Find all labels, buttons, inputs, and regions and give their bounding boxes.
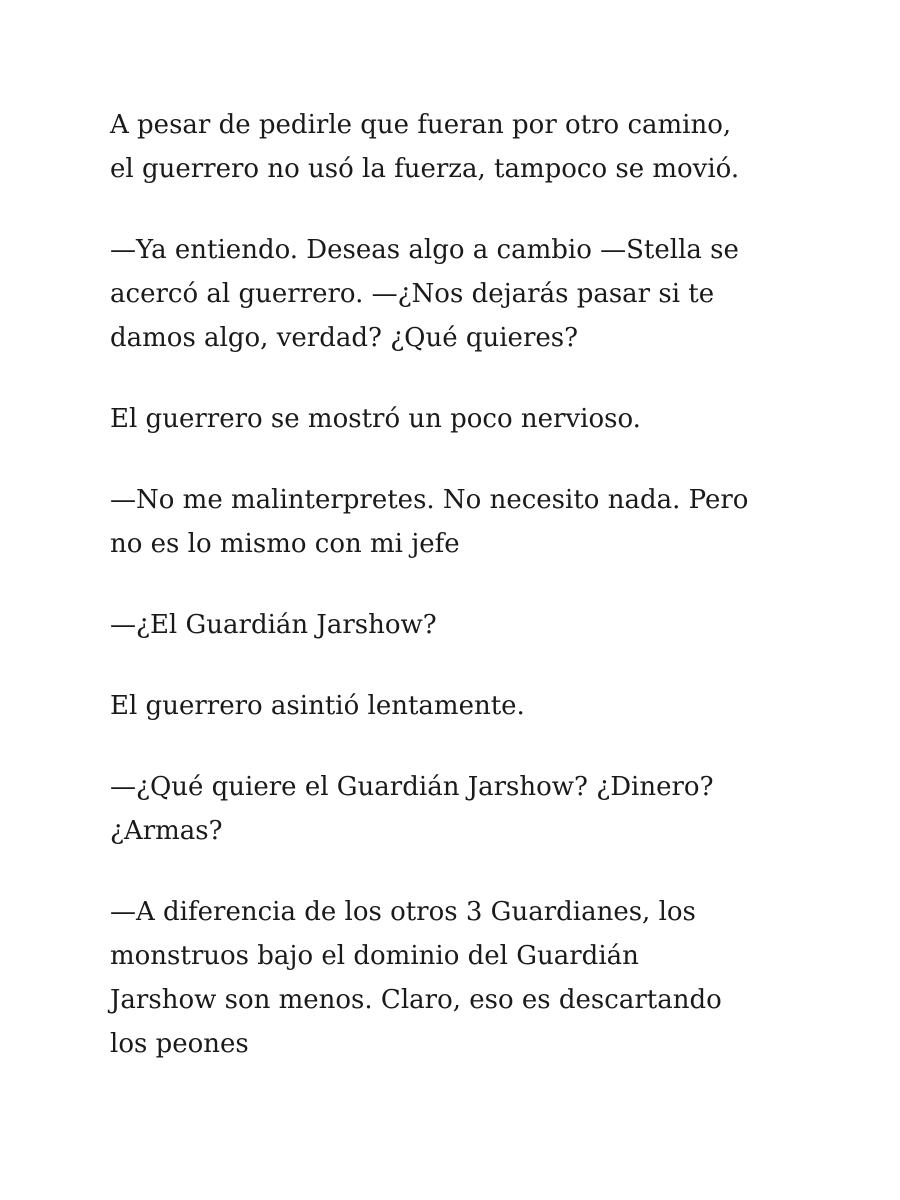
text-line: no es lo mismo con mi jefe — [110, 529, 460, 559]
text-line: El guerrero asintió lentamente. — [110, 691, 525, 721]
text-line: El guerrero se mostró un poco nervioso. — [110, 404, 641, 434]
paragraph-7 — [110, 765, 800, 853]
paragraph-3 — [110, 397, 800, 441]
paragraph-2 — [110, 228, 800, 360]
text-line: monstruos bajo el dominio del Guardián — [110, 941, 639, 971]
text-line: —No me malinterpretes. No necesito nada. Pero — [110, 485, 749, 515]
text-line: —¿El Guardián Jarshow? — [110, 610, 437, 640]
paragraph-1 — [110, 103, 800, 191]
text-column — [110, 103, 800, 1103]
text-line: los peones — [110, 1029, 249, 1059]
paragraph-8 — [110, 890, 800, 1066]
text-line: —A diferencia de los otros 3 Guardianes, los — [110, 897, 696, 927]
text-line: —Ya entiendo. Deseas algo a cambio —Stella se — [110, 235, 739, 265]
text-line: el guerrero no usó la fuerza, tampoco se movió. — [110, 154, 740, 184]
text-line: acercó al guerrero. —¿Nos dejarás pasar si te — [110, 279, 715, 309]
text-line: Jarshow son menos. Claro, eso es descartando — [110, 985, 722, 1015]
text-line: ¿Armas? — [110, 816, 223, 846]
paragraph-4 — [110, 478, 800, 566]
paragraph-6 — [110, 684, 800, 728]
text-line: damos algo, verdad? ¿Qué quieres? — [110, 323, 579, 353]
text-line: —¿Qué quiere el Guardián Jarshow? ¿Dinero? — [110, 772, 714, 802]
paragraph-5 — [110, 603, 800, 647]
text-line: A pesar de pedirle que fueran por otro camino, — [110, 110, 732, 140]
